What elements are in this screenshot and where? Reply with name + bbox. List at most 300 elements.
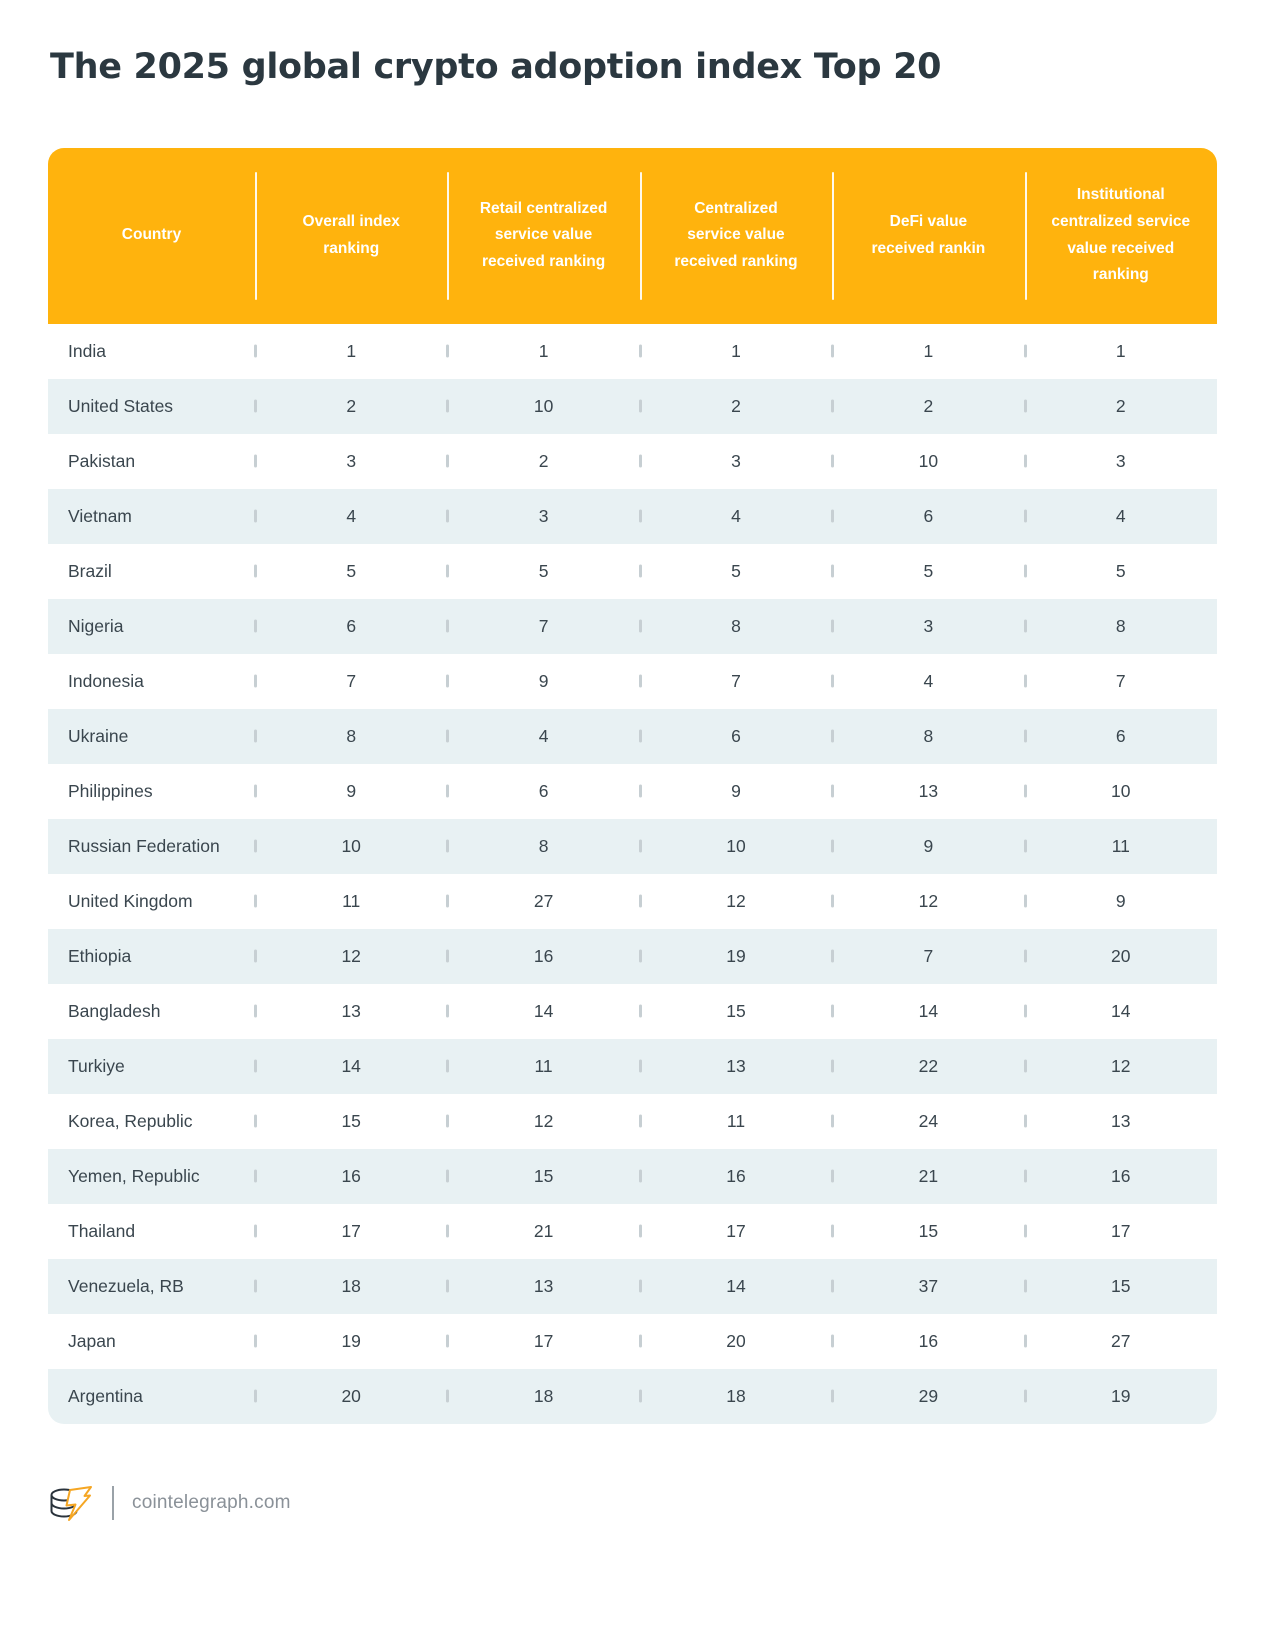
table-row bbox=[48, 1149, 1217, 1204]
rank-value: 4 bbox=[538, 725, 549, 746]
tick-divider bbox=[446, 950, 449, 963]
tick-divider bbox=[254, 1060, 257, 1073]
rank-cell bbox=[447, 819, 639, 874]
column-header-defi: DeFi value received rankin bbox=[832, 148, 1024, 324]
tick-divider bbox=[831, 1060, 834, 1073]
country-cell: Ethiopia bbox=[68, 945, 132, 966]
table-row bbox=[48, 1039, 1217, 1094]
rank-cell bbox=[1025, 874, 1217, 929]
rank-value: 7 bbox=[538, 615, 549, 636]
rank-value: 7 bbox=[923, 945, 934, 966]
table-row bbox=[48, 489, 1217, 544]
rank-value: 9 bbox=[731, 780, 741, 801]
page-title: The 2025 global crypto adoption index Top 20 bbox=[50, 47, 942, 87]
rank-cell bbox=[255, 1259, 447, 1314]
rank-value: 16 bbox=[533, 945, 554, 966]
rank-cell bbox=[640, 874, 832, 929]
tick-divider bbox=[254, 565, 257, 578]
rank-cell bbox=[1025, 819, 1217, 874]
tick-divider bbox=[831, 950, 834, 963]
tick-divider bbox=[639, 620, 642, 633]
rank-value: 11 bbox=[534, 1055, 553, 1076]
rank-cell bbox=[447, 1149, 639, 1204]
tick-divider bbox=[639, 1170, 642, 1183]
tick-divider bbox=[254, 1005, 257, 1018]
tick-divider bbox=[254, 1115, 257, 1128]
rank-value: 19 bbox=[1111, 1385, 1131, 1406]
rank-cell bbox=[255, 709, 447, 764]
rank-value: 17 bbox=[1111, 1220, 1131, 1241]
rank-value: 15 bbox=[533, 1165, 554, 1186]
rank-cell bbox=[1025, 1204, 1217, 1259]
tick-divider bbox=[639, 675, 642, 688]
tick-divider bbox=[639, 1335, 642, 1348]
tick-divider bbox=[639, 1225, 642, 1238]
footer-site-label: cointelegraph.com bbox=[132, 1491, 291, 1513]
tick-divider bbox=[831, 895, 834, 908]
rank-cell bbox=[832, 324, 1024, 379]
rank-cell bbox=[640, 764, 832, 819]
tick-divider bbox=[1024, 1170, 1027, 1183]
rank-value: 3 bbox=[1115, 450, 1126, 471]
tick-divider bbox=[254, 840, 257, 853]
tick-divider bbox=[831, 1115, 834, 1128]
rank-value: 15 bbox=[341, 1110, 361, 1131]
tick-divider bbox=[639, 730, 642, 743]
rank-cell bbox=[447, 324, 639, 379]
rank-value: 20 bbox=[1111, 945, 1131, 966]
rank-cell bbox=[1025, 544, 1217, 599]
tick-divider bbox=[446, 895, 449, 908]
country-cell: Philippines bbox=[68, 780, 153, 801]
table-row bbox=[48, 764, 1217, 819]
rank-value: 10 bbox=[918, 450, 939, 471]
table-row bbox=[48, 1369, 1217, 1424]
tick-divider bbox=[1024, 1280, 1027, 1293]
country-cell: Venezuela, RB bbox=[68, 1275, 184, 1296]
rank-value: 8 bbox=[1115, 615, 1126, 636]
rank-cell bbox=[640, 1094, 832, 1149]
rank-value: 24 bbox=[918, 1110, 939, 1131]
tick-divider bbox=[831, 1390, 834, 1403]
rank-cell bbox=[640, 1314, 832, 1369]
tick-divider bbox=[1024, 950, 1027, 963]
rank-cell bbox=[1025, 1149, 1217, 1204]
rank-value: 21 bbox=[918, 1165, 939, 1186]
rank-value: 6 bbox=[923, 505, 934, 526]
rank-cell bbox=[832, 434, 1024, 489]
rank-value: 29 bbox=[918, 1385, 939, 1406]
tick-divider bbox=[639, 1115, 642, 1128]
tick-divider bbox=[446, 730, 449, 743]
rank-cell bbox=[832, 709, 1024, 764]
rank-value: 8 bbox=[346, 725, 357, 746]
rank-value: 15 bbox=[918, 1220, 939, 1241]
rank-cell bbox=[832, 544, 1024, 599]
rank-value: 4 bbox=[346, 505, 357, 526]
rank-cell bbox=[1025, 489, 1217, 544]
rank-value: 2 bbox=[538, 450, 549, 471]
tick-divider bbox=[1024, 565, 1027, 578]
rank-cell bbox=[640, 709, 832, 764]
tick-divider bbox=[1024, 1115, 1027, 1128]
rank-value: 8 bbox=[731, 615, 741, 636]
tick-divider bbox=[254, 785, 257, 798]
country-cell: Russian Federation bbox=[68, 835, 220, 856]
rank-value: 16 bbox=[918, 1330, 939, 1351]
rank-cell bbox=[832, 1314, 1024, 1369]
country-cell: Indonesia bbox=[68, 670, 144, 691]
tick-divider bbox=[831, 565, 834, 578]
rank-cell bbox=[447, 1369, 639, 1424]
rank-value: 6 bbox=[538, 780, 549, 801]
tick-divider bbox=[639, 565, 642, 578]
tick-divider bbox=[639, 400, 642, 413]
tick-divider bbox=[254, 1280, 257, 1293]
rank-value: 13 bbox=[1111, 1110, 1131, 1131]
rank-value: 1 bbox=[1115, 340, 1126, 361]
rank-cell bbox=[640, 654, 832, 709]
table-row bbox=[48, 709, 1217, 764]
tick-divider bbox=[1024, 510, 1027, 523]
footer bbox=[48, 1480, 1217, 1526]
table-header-row bbox=[48, 148, 1217, 324]
rank-value: 4 bbox=[923, 670, 934, 691]
tick-divider bbox=[1024, 1225, 1027, 1238]
rank-cell bbox=[1025, 1259, 1217, 1314]
country-cell: Japan bbox=[68, 1330, 116, 1351]
tick-divider bbox=[1024, 675, 1027, 688]
country-cell: Argentina bbox=[68, 1385, 143, 1406]
rank-cell bbox=[447, 1039, 639, 1094]
rank-cell bbox=[447, 654, 639, 709]
tick-divider bbox=[446, 1390, 449, 1403]
rank-cell bbox=[255, 929, 447, 984]
rank-value: 20 bbox=[726, 1330, 746, 1351]
rank-value: 7 bbox=[346, 670, 357, 691]
tick-divider bbox=[446, 1280, 449, 1293]
rank-value: 10 bbox=[1111, 780, 1131, 801]
rank-value: 12 bbox=[918, 890, 939, 911]
rank-cell bbox=[255, 764, 447, 819]
tick-divider bbox=[831, 400, 834, 413]
country-cell: Brazil bbox=[68, 560, 112, 581]
tick-divider bbox=[831, 785, 834, 798]
tick-divider bbox=[831, 840, 834, 853]
table-row bbox=[48, 874, 1217, 929]
rank-value: 5 bbox=[538, 560, 549, 581]
rank-value: 1 bbox=[731, 340, 741, 361]
country-cell: Pakistan bbox=[68, 450, 136, 471]
tick-divider bbox=[831, 1170, 834, 1183]
rank-cell bbox=[832, 379, 1024, 434]
table-body bbox=[48, 324, 1217, 1424]
column-header-institutional: Institutional centralized service value received ranking bbox=[1025, 148, 1217, 324]
tick-divider bbox=[254, 400, 257, 413]
tick-divider bbox=[1024, 1335, 1027, 1348]
rank-cell bbox=[255, 1149, 447, 1204]
table-row bbox=[48, 599, 1217, 654]
rank-value: 19 bbox=[341, 1330, 361, 1351]
rank-cell bbox=[1025, 1094, 1217, 1149]
rank-cell bbox=[255, 324, 447, 379]
rank-cell bbox=[1025, 1039, 1217, 1094]
rank-cell bbox=[255, 1314, 447, 1369]
tick-divider bbox=[1024, 895, 1027, 908]
rank-value: 17 bbox=[533, 1330, 554, 1351]
country-cell: United Kingdom bbox=[68, 890, 193, 911]
rank-cell bbox=[447, 1314, 639, 1369]
rank-cell bbox=[447, 544, 639, 599]
footer-divider bbox=[112, 1486, 114, 1520]
rank-cell bbox=[832, 599, 1024, 654]
rank-cell bbox=[832, 1094, 1024, 1149]
tick-divider bbox=[446, 510, 449, 523]
rank-cell bbox=[832, 874, 1024, 929]
rank-cell bbox=[832, 819, 1024, 874]
country-cell: Bangladesh bbox=[68, 1000, 161, 1021]
tick-divider bbox=[254, 950, 257, 963]
rank-value: 7 bbox=[1115, 670, 1126, 691]
rank-cell bbox=[255, 874, 447, 929]
rank-cell bbox=[1025, 324, 1217, 379]
rank-cell bbox=[640, 1204, 832, 1259]
rank-value: 6 bbox=[1115, 725, 1126, 746]
tick-divider bbox=[254, 510, 257, 523]
tick-divider bbox=[831, 1225, 834, 1238]
rank-value: 14 bbox=[533, 1000, 554, 1021]
tick-divider bbox=[254, 895, 257, 908]
rank-cell bbox=[832, 1259, 1024, 1314]
rank-cell bbox=[640, 434, 832, 489]
column-header-centralized: Centralized service value received ranking bbox=[640, 148, 832, 324]
tick-divider bbox=[254, 620, 257, 633]
country-cell: Yemen, Republic bbox=[68, 1165, 200, 1186]
rank-cell bbox=[255, 1369, 447, 1424]
rank-cell bbox=[832, 984, 1024, 1039]
tick-divider bbox=[1024, 1005, 1027, 1018]
rank-value: 6 bbox=[731, 725, 741, 746]
rank-value: 1 bbox=[346, 340, 357, 361]
rank-value: 5 bbox=[346, 560, 357, 581]
rank-cell bbox=[640, 1259, 832, 1314]
tick-divider bbox=[639, 1390, 642, 1403]
tick-divider bbox=[831, 620, 834, 633]
rank-value: 9 bbox=[346, 780, 357, 801]
rank-cell bbox=[640, 1149, 832, 1204]
rank-cell bbox=[447, 764, 639, 819]
rank-value: 7 bbox=[731, 670, 741, 691]
rank-value: 10 bbox=[341, 835, 361, 856]
rank-cell bbox=[640, 929, 832, 984]
rank-cell bbox=[832, 654, 1024, 709]
tick-divider bbox=[1024, 620, 1027, 633]
table-row bbox=[48, 434, 1217, 489]
tick-divider bbox=[446, 1335, 449, 1348]
rank-value: 20 bbox=[341, 1385, 361, 1406]
rank-value: 16 bbox=[1111, 1165, 1131, 1186]
table-row bbox=[48, 1314, 1217, 1369]
table-row bbox=[48, 1204, 1217, 1259]
rank-cell bbox=[832, 1369, 1024, 1424]
rank-cell bbox=[1025, 1369, 1217, 1424]
tick-divider bbox=[831, 345, 834, 358]
tick-divider bbox=[446, 1115, 449, 1128]
rank-cell bbox=[447, 379, 639, 434]
rank-cell bbox=[447, 709, 639, 764]
rank-value: 9 bbox=[923, 835, 934, 856]
rank-cell bbox=[640, 984, 832, 1039]
tick-divider bbox=[254, 730, 257, 743]
country-cell: Nigeria bbox=[68, 615, 124, 636]
country-cell: India bbox=[68, 340, 106, 361]
tick-divider bbox=[831, 510, 834, 523]
tick-divider bbox=[639, 895, 642, 908]
rank-cell bbox=[1025, 654, 1217, 709]
table-row bbox=[48, 379, 1217, 434]
rank-value: 3 bbox=[538, 505, 549, 526]
tick-divider bbox=[254, 675, 257, 688]
tick-divider bbox=[639, 785, 642, 798]
tick-divider bbox=[639, 1060, 642, 1073]
rank-cell bbox=[255, 984, 447, 1039]
tick-divider bbox=[1024, 785, 1027, 798]
rank-value: 14 bbox=[726, 1275, 746, 1296]
rank-value: 4 bbox=[731, 505, 741, 526]
tick-divider bbox=[1024, 840, 1027, 853]
tick-divider bbox=[1024, 400, 1027, 413]
tick-divider bbox=[254, 1170, 257, 1183]
table-row bbox=[48, 544, 1217, 599]
rank-value: 9 bbox=[538, 670, 549, 691]
rank-value: 14 bbox=[1111, 1000, 1131, 1021]
rank-cell bbox=[1025, 984, 1217, 1039]
tick-divider bbox=[831, 730, 834, 743]
table-row bbox=[48, 1259, 1217, 1314]
rank-cell bbox=[1025, 434, 1217, 489]
tick-divider bbox=[831, 675, 834, 688]
rank-value: 10 bbox=[533, 395, 554, 416]
rank-cell bbox=[255, 654, 447, 709]
rank-value: 14 bbox=[918, 1000, 939, 1021]
rank-value: 15 bbox=[726, 1000, 746, 1021]
rank-cell bbox=[1025, 764, 1217, 819]
rank-cell bbox=[447, 874, 639, 929]
rank-value: 13 bbox=[726, 1055, 746, 1076]
tick-divider bbox=[639, 1005, 642, 1018]
rank-value: 18 bbox=[533, 1385, 554, 1406]
tick-divider bbox=[1024, 455, 1027, 468]
table-row bbox=[48, 929, 1217, 984]
rank-value: 11 bbox=[726, 1110, 746, 1131]
rank-value: 3 bbox=[923, 615, 934, 636]
rank-cell bbox=[832, 1149, 1024, 1204]
tick-divider bbox=[446, 1060, 449, 1073]
tick-divider bbox=[639, 840, 642, 853]
rank-value: 16 bbox=[726, 1165, 746, 1186]
tick-divider bbox=[1024, 1060, 1027, 1073]
rank-cell bbox=[1025, 379, 1217, 434]
rank-cell bbox=[1025, 929, 1217, 984]
rank-value: 2 bbox=[346, 395, 357, 416]
rank-cell bbox=[832, 1204, 1024, 1259]
rank-value: 9 bbox=[1115, 890, 1126, 911]
cointelegraph-logo-icon bbox=[48, 1480, 94, 1526]
rank-value: 8 bbox=[538, 835, 549, 856]
country-cell: Turkiye bbox=[68, 1055, 125, 1076]
table-row bbox=[48, 819, 1217, 874]
tick-divider bbox=[446, 345, 449, 358]
rank-value: 14 bbox=[341, 1055, 361, 1076]
country-cell: United States bbox=[68, 395, 174, 416]
rank-value: 12 bbox=[1111, 1055, 1131, 1076]
tick-divider bbox=[831, 455, 834, 468]
rank-value: 17 bbox=[341, 1220, 361, 1241]
tick-divider bbox=[1024, 1390, 1027, 1403]
tick-divider bbox=[446, 785, 449, 798]
column-header-retail-centralized: Retail centralized service value received ranking bbox=[447, 148, 639, 324]
rank-cell bbox=[640, 489, 832, 544]
rank-cell bbox=[832, 929, 1024, 984]
rank-cell bbox=[255, 819, 447, 874]
table-row bbox=[48, 984, 1217, 1039]
rank-value: 5 bbox=[923, 560, 934, 581]
rank-value: 16 bbox=[341, 1165, 361, 1186]
country-cell: Vietnam bbox=[68, 505, 132, 526]
tick-divider bbox=[1024, 345, 1027, 358]
column-header-overall-index: Overall index ranking bbox=[255, 148, 447, 324]
tick-divider bbox=[639, 345, 642, 358]
tick-divider bbox=[446, 400, 449, 413]
rank-cell bbox=[255, 1204, 447, 1259]
table-row bbox=[48, 1094, 1217, 1149]
rank-value: 27 bbox=[1111, 1330, 1131, 1351]
tick-divider bbox=[446, 840, 449, 853]
rank-value: 17 bbox=[726, 1220, 746, 1241]
tick-divider bbox=[639, 510, 642, 523]
rank-cell bbox=[447, 929, 639, 984]
rank-cell bbox=[832, 764, 1024, 819]
rank-cell bbox=[1025, 1314, 1217, 1369]
tick-divider bbox=[254, 1335, 257, 1348]
tick-divider bbox=[639, 455, 642, 468]
tick-divider bbox=[831, 1005, 834, 1018]
rank-value: 22 bbox=[918, 1055, 939, 1076]
rank-value: 18 bbox=[341, 1275, 361, 1296]
rank-value: 18 bbox=[726, 1385, 746, 1406]
country-cell: Korea, Republic bbox=[68, 1110, 193, 1131]
rank-value: 12 bbox=[341, 945, 361, 966]
country-cell: Ukraine bbox=[68, 725, 129, 746]
rank-value: 37 bbox=[918, 1275, 939, 1296]
country-cell: Thailand bbox=[68, 1220, 136, 1241]
rank-cell bbox=[447, 984, 639, 1039]
rank-value: 12 bbox=[726, 890, 746, 911]
rank-cell bbox=[832, 489, 1024, 544]
rank-value: 4 bbox=[1115, 505, 1126, 526]
rank-value: 27 bbox=[533, 890, 554, 911]
rank-value: 8 bbox=[923, 725, 934, 746]
rank-cell bbox=[447, 489, 639, 544]
rank-value: 1 bbox=[538, 340, 549, 361]
rank-cell bbox=[447, 434, 639, 489]
rank-value: 3 bbox=[731, 450, 741, 471]
rank-value: 12 bbox=[533, 1110, 554, 1131]
rank-value: 11 bbox=[1111, 835, 1130, 856]
rank-cell bbox=[640, 599, 832, 654]
rank-value: 5 bbox=[731, 560, 741, 581]
rank-cell bbox=[255, 1094, 447, 1149]
